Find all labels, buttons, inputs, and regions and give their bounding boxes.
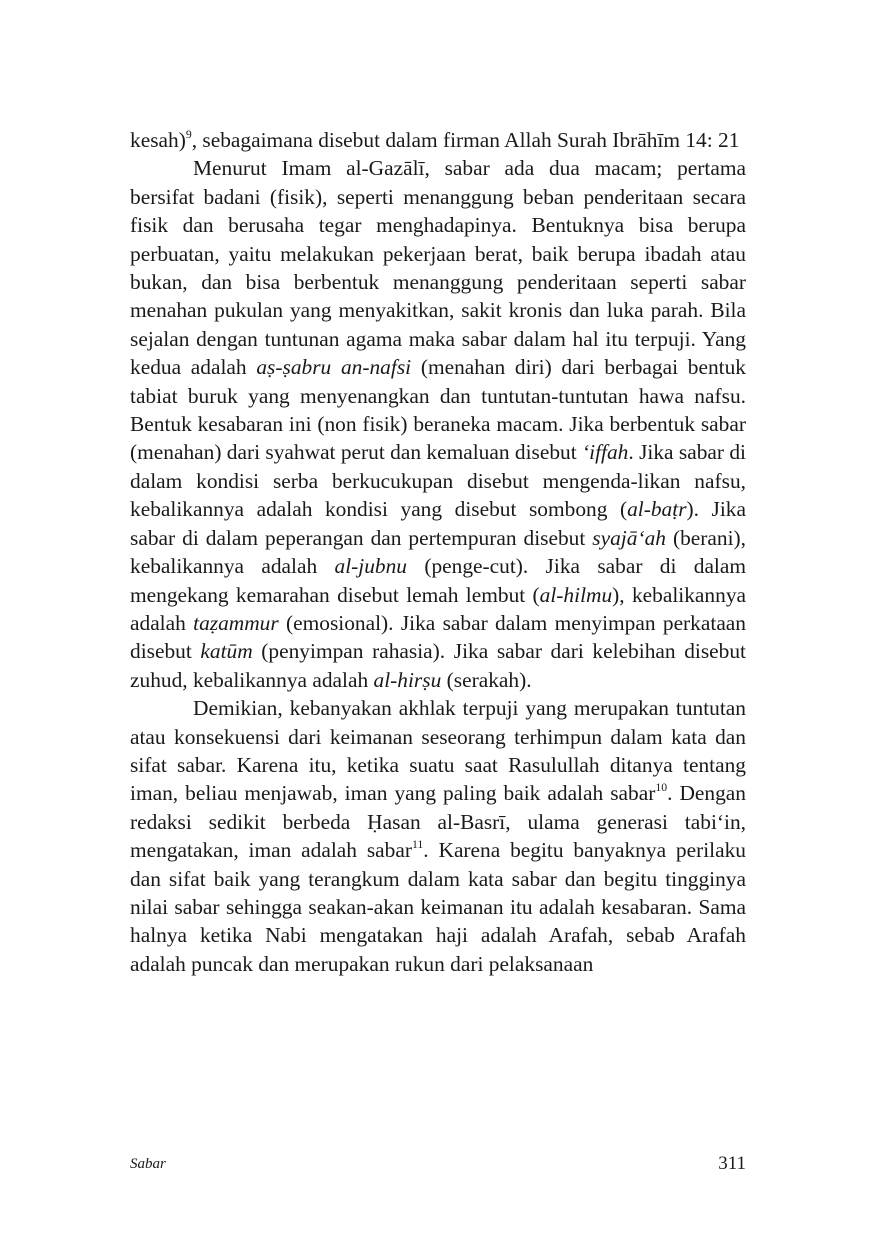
italic-term: katūm (200, 639, 253, 664)
running-title: Sabar (130, 1156, 166, 1172)
italic-term: syajā‘ah (592, 525, 666, 550)
text-run: (emosional). Jika sabar dalam menyimpan perkataan disebut (130, 610, 746, 664)
text-run: ). Jika sabar di dalam peperangan dan pertempuran disebut (130, 497, 746, 550)
text-run: (menahan diri) dari berbagai bentuk tabiat buruk yang menyenangkan dan tuntutan-tuntutan hawa nafsu. Bentuk kesabaran ini (non fisik) beraneka macam. Jika berbentuk sabar (menahan) dari syahwat perut dan kemaluan disebut (130, 355, 747, 465)
text-run: (penge-cut). Jika sabar di dalam mengekang kemarahan disebut lemah lembut ( (130, 554, 747, 607)
text-run: Menurut Imam al-Gazālī, sabar ada dua macam; pertama bersifat badani (fisik), seperti menanggung beban penderitaan secara fisik dan berusaha tegar menghadapinya. Bentuknya bisa berupa perbuatan, yaitu melakukan pekerjaan berat, baik berupa ibadah atau bukan, dan bisa berbentuk menanggung penderitaan seperti sabar menahan pukulan yang menyakitkan, sakit kronis dan luka parah. Bila sejalan dengan tuntunan agama maka sabar dalam hal itu terpuji. Yang kedua adalah (130, 156, 746, 380)
italic-term: taẓammur (193, 610, 279, 635)
italic-term: al-hirṣu (373, 667, 442, 692)
text-run: (penyimpan rahasia). Jika sabar dari kelebihan disebut zuhud, kebalikannya adalah (130, 639, 746, 692)
text-run: kesah) (130, 128, 186, 152)
page-number: 311 (718, 1153, 746, 1174)
text-run: , sebagaimana disebut dalam firman Allah Surah Ibrāhīm 14: 21 (191, 128, 740, 152)
italic-term: al-baṭr (627, 497, 687, 522)
text-run: (serakah). (441, 667, 532, 692)
text-run: Demikian, kebanyakan akhlak terpuji yang merupakan tuntutan atau konsekuensi dari keimanan seseorang terhimpun dalam kata dan sifat sabar. Karena itu, ketika suatu saat Rasulullah ditanya tentang iman, beliau menjawab, iman yang paling baik adalah sabar (130, 696, 746, 806)
body-text (130, 126, 746, 978)
footnote-ref: 10 (655, 781, 668, 795)
footnote-ref: 9 (185, 128, 192, 142)
italic-term: al-jubnu (334, 554, 407, 579)
text-run: . Karena begitu banyaknya perilaku dan sifat baik yang terangkum dalam kata sabar dan begitu tingginya nilai sabar sehingga seakan-akan keimanan itu adalah kesabaran. Sama halnya ketika Nabi mengatakan haji adalah Arafah, sebab Arafah adalah puncak dan merupakan rukun dari pelaksanaan (130, 838, 746, 976)
paragraph (130, 154, 746, 694)
text-run: . Jika sabar di dalam kondisi serba berkucukupan disebut mengenda-likan nafsu, kebalikannya adalah kondisi yang disebut sombong ( (130, 440, 746, 522)
text-run: . Dengan redaksi sedikit berbeda Ḥasan al-Basrī, ulama generasi tabi‘in, mengatakan, iman adalah sabar (130, 781, 746, 863)
paragraph (130, 694, 746, 978)
italic-term: al-hilmu (539, 582, 613, 607)
text-run: (berani), kebalikannya adalah (130, 525, 746, 579)
italic-term: ‘iffah (582, 440, 629, 465)
footnote-ref: 11 (411, 838, 424, 852)
italic-term: aṣ-ṣabru an-nafsi (256, 355, 412, 380)
text-run: ), kebalikannya adalah (130, 582, 747, 635)
paragraph (130, 126, 746, 154)
